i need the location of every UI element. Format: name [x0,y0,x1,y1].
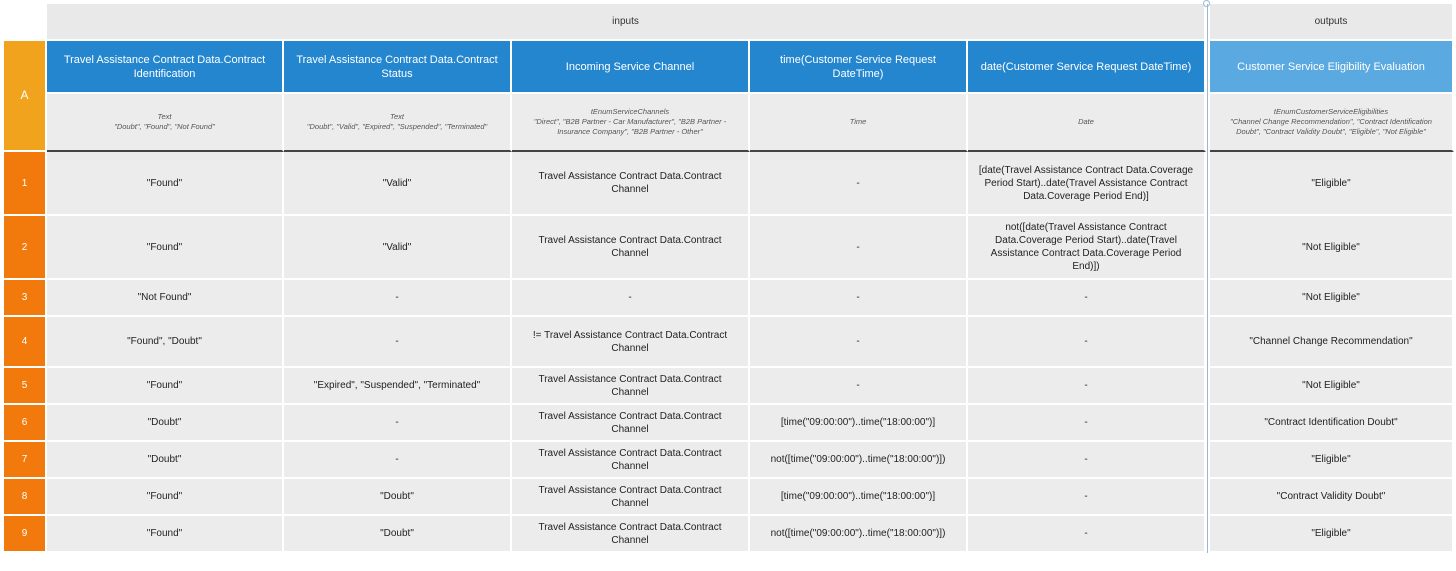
type-name: Time [849,117,867,126]
rule-cell[interactable]: not([date(Travel Assistance Contract Data.Coverage Period Start)..date(Travel Assistance Contract Data.Coverage Period End)]) [968,216,1206,280]
type-name: tEnumServiceChannels [590,107,670,116]
rule-output-cell[interactable]: "Eligible" [1210,442,1454,479]
rule-output-cell[interactable]: "Eligible" [1210,516,1454,553]
allowed-values: "Doubt", "Valid", "Expired", "Suspended", "Terminated" [306,122,488,131]
column-header-request-date[interactable]: date(Customer Service Request DateTime) [968,41,1206,94]
hit-policy-indicator[interactable]: A [4,41,47,152]
rule-output-cell[interactable]: "Not Eligible" [1210,216,1454,280]
rule-cell[interactable]: - [750,280,968,317]
rule-cell[interactable]: [time("09:00:00")..time("18:00:00")] [750,479,968,516]
table-corner [4,4,47,41]
rule-output-cell[interactable]: "Eligible" [1210,152,1454,216]
rule-number[interactable]: 3 [4,280,47,317]
rule-number[interactable]: 2 [4,216,47,280]
type-name: Date [1078,117,1094,126]
rule-cell[interactable]: Travel Assistance Contract Data.Contract Channel [512,479,750,516]
rule-cell[interactable]: "Valid" [284,216,512,280]
column-type-contract-identification[interactable] [47,94,284,152]
rule-number[interactable]: 1 [4,152,47,216]
rule-cell[interactable]: - [284,442,512,479]
rule-cell[interactable]: Travel Assistance Contract Data.Contract Channel [512,516,750,553]
rule-cell[interactable]: - [968,405,1206,442]
rule-cell[interactable]: [time("09:00:00")..time("18:00:00")] [750,405,968,442]
rule-cell[interactable]: "Valid" [284,152,512,216]
column-header-incoming-service-channel[interactable]: Incoming Service Channel [512,41,750,94]
rule-output-cell[interactable]: "Channel Change Recommendation" [1210,317,1454,368]
column-header-contract-status[interactable]: Travel Assistance Contract Data.Contract Status [284,41,512,94]
rule-cell[interactable]: "Doubt" [47,405,284,442]
column-type-eligibility-evaluation[interactable] [1210,94,1454,152]
rule-cell[interactable]: - [968,479,1206,516]
rule-cell[interactable]: "Doubt" [284,516,512,553]
rule-cell[interactable]: "Doubt" [47,442,284,479]
rule-cell[interactable]: "Doubt" [284,479,512,516]
decision-table [4,4,1454,553]
rule-cell[interactable]: - [968,368,1206,405]
rule-cell[interactable]: - [284,317,512,368]
rule-cell[interactable]: "Found" [47,479,284,516]
rule-cell[interactable]: - [968,442,1206,479]
rule-cell[interactable]: Travel Assistance Contract Data.Contract Channel [512,368,750,405]
rule-cell[interactable]: - [968,280,1206,317]
rule-cell[interactable]: "Found" [47,516,284,553]
rule-cell[interactable]: != Travel Assistance Contract Data.Contract Channel [512,317,750,368]
rule-cell[interactable]: Travel Assistance Contract Data.Contract Channel [512,442,750,479]
input-output-separator[interactable] [1206,4,1210,553]
rule-cell[interactable]: - [512,280,750,317]
rule-number[interactable]: 5 [4,368,47,405]
rule-cell[interactable]: Travel Assistance Contract Data.Contract Channel [512,405,750,442]
inputs-group-header: inputs [47,4,1206,41]
column-type-request-date[interactable] [968,94,1206,152]
rule-cell[interactable]: "Not Found" [47,280,284,317]
rule-number[interactable]: 8 [4,479,47,516]
column-header-contract-identification[interactable]: Travel Assistance Contract Data.Contract Identification [47,41,284,94]
rule-cell[interactable]: [date(Travel Assistance Contract Data.Coverage Period Start)..date(Travel Assistance Contract Data.Coverage Period End)] [968,152,1206,216]
rule-number[interactable]: 4 [4,317,47,368]
type-name: Text [157,112,172,121]
column-type-incoming-service-channel[interactable] [512,94,750,152]
rule-cell[interactable]: - [750,368,968,405]
type-name: Text [390,112,404,121]
rule-cell[interactable]: "Found" [47,152,284,216]
rule-cell[interactable]: "Expired", "Suspended", "Terminated" [284,368,512,405]
rule-cell[interactable]: - [750,152,968,216]
allowed-values: "Direct", "B2B Partner - Car Manufacturer", "B2B Partner - Insurance Company", "B2B Partner - Other" [533,117,727,136]
rule-cell[interactable]: - [968,516,1206,553]
rule-cell[interactable]: - [284,280,512,317]
rule-number[interactable]: 6 [4,405,47,442]
type-name: tEnumCustomerServiceEligibilities [1273,107,1389,116]
rule-output-cell[interactable]: "Not Eligible" [1210,280,1454,317]
allowed-values: "Doubt", "Found", "Not Found" [114,122,215,131]
rule-cell[interactable]: - [750,317,968,368]
rule-cell[interactable]: "Found", "Doubt" [47,317,284,368]
rule-cell[interactable]: - [968,317,1206,368]
rule-cell[interactable]: - [284,405,512,442]
rule-cell[interactable]: "Found" [47,216,284,280]
rule-number[interactable]: 9 [4,516,47,553]
rule-output-cell[interactable]: "Contract Validity Doubt" [1210,479,1454,516]
rule-cell[interactable]: not([time("09:00:00")..time("18:00:00")]) [750,516,968,553]
rule-cell[interactable]: - [750,216,968,280]
rule-cell[interactable]: Travel Assistance Contract Data.Contract Channel [512,152,750,216]
column-header-eligibility-evaluation[interactable]: Customer Service Eligibility Evaluation [1210,41,1454,94]
column-type-request-time[interactable] [750,94,968,152]
outputs-group-header: outputs [1210,4,1454,41]
rule-cell[interactable]: "Found" [47,368,284,405]
column-type-contract-status[interactable] [284,94,512,152]
rule-output-cell[interactable]: "Not Eligible" [1210,368,1454,405]
rule-output-cell[interactable]: "Contract Identification Doubt" [1210,405,1454,442]
rule-cell[interactable]: not([time("09:00:00")..time("18:00:00")]) [750,442,968,479]
rule-number[interactable]: 7 [4,442,47,479]
rule-cell[interactable]: Travel Assistance Contract Data.Contract Channel [512,216,750,280]
allowed-values: "Channel Change Recommendation", "Contract Identification Doubt", "Contract Validity Doubt", "Eligible", "Not Eligible" [1230,117,1432,136]
column-header-request-time[interactable]: time(Customer Service Request DateTime) [750,41,968,94]
